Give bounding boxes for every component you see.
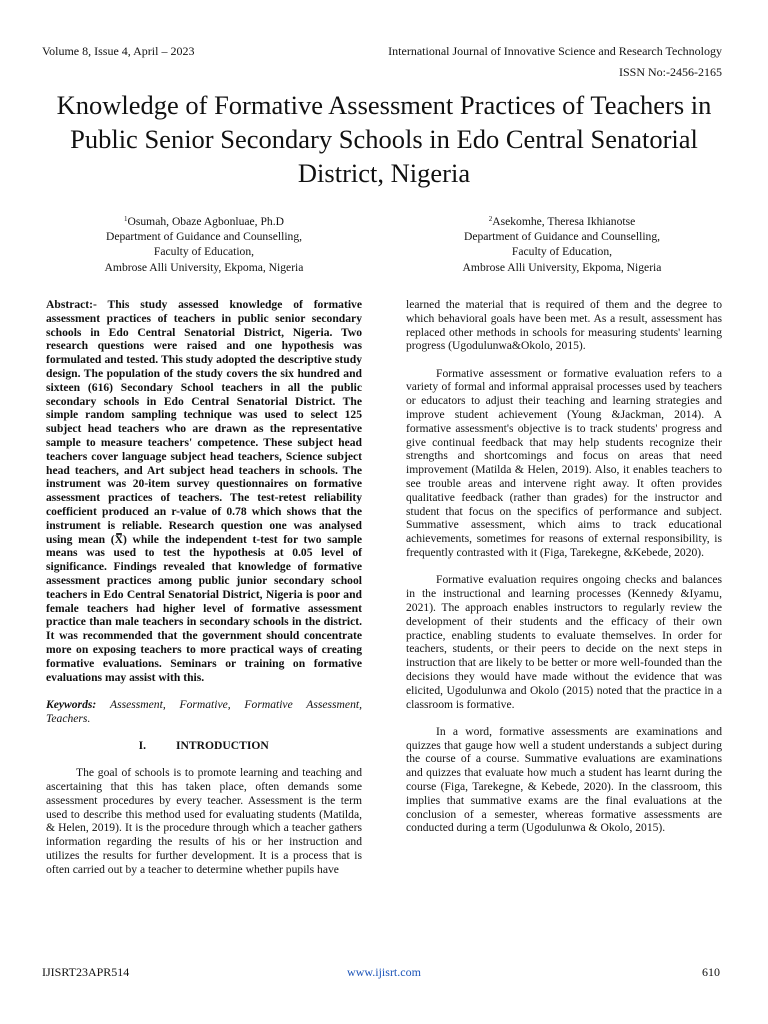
paper-code: IJISRT23APR514	[42, 965, 130, 979]
journal-volume: Volume 8, Issue 4, April – 2023	[42, 44, 195, 58]
author-superscript: 2	[488, 215, 493, 223]
abstract-text: This study assessed knowledge of formative assessment practices of teachers in public senior secondary schools in Edo Central Senatorial District, Nigeria. Two research questions were raised and one hypothesis was formulated and tested. This study adopted the descriptive study design. The population of the study covers the six hundred and sixteen (616) Secondary School teachers in all the public secondary schools in Edo Central Senatorial District. The simple random sampling technique was used to select 125 subject head teachers who are drawn as the representative sample to measure teachers' competence. These subject head teachers cover language subject head teachers, Science subject head teachers, and Art subject head teachers in schools. The instrument was 20-item survey questionnaires on formative assessment practices of teachers. The test-retest reliability coefficient produced an r-value of 0.78 which shows that the instrument is reliable. Research question one was analysed using mean (X̿) while the independent t-test for two sample means was used to test the hypothesis at 0.05 level of significance. Findings revealed that knowledge of formative assessment practices among public junior secondary school teachers in Edo Central Senatorial District, Nigeria is poor and female teachers had higher level of formative assessment practice than male teachers in secondary schools in the district. It was recommended that the government should concentrate more on exposing teachers to more practical ways of creating formative evaluations. Seminars or training on formative evaluations may assist with this.	[46, 298, 362, 684]
body-paragraph: learned the material that is required of them and the degree to which behavioral goals have been met. As a result, assessment has replaced other methods in schools for measuring students' learning progress (Ugodulunwa&Okolo, 2015).	[406, 298, 722, 353]
author-block-1	[54, 214, 354, 275]
author-university: Ambrose Alli University, Ekpoma, Nigeria	[104, 260, 304, 274]
author-name: $^2$Asekomhe, Theresa Ikhianotse	[488, 215, 636, 228]
page-number: 610	[702, 965, 720, 979]
author-faculty: Faculty of Education,	[511, 245, 613, 259]
body-paragraph: Formative assessment or formative evaluation refers to a variety of formal and informal appraisal processes used by teachers or educators to adjust their teaching and learning strategies and improve student achievement (Young &Jackman, 2014). A formative assessment's objective is to track students' progress and give continual feedback that may help students recognize their strengths and shortcomings and focus on areas that need improvement (Matilda & Helen, 2019). Also, it enables teachers to see trouble areas and intervene right away. It often provides qualitative feedback (rather than grades) for the instructor and student that focus on the specifics of performance and subject. Summative assessment, which aims to track educational achievements, sometimes for reasons of external responsibility, is frequently contrasted with it (Figa, Tarekegne, &Kebede, 2020).	[406, 366, 722, 560]
section-number: I.	[138, 738, 146, 752]
author-block-2	[412, 214, 712, 275]
keywords-text: Assessment, Formative, Formative Assessment, Teachers.	[46, 697, 362, 725]
section-heading	[46, 739, 362, 753]
section-title: INTRODUCTION	[176, 738, 269, 752]
abstract	[46, 298, 362, 684]
left-column	[46, 298, 362, 877]
keywords	[46, 698, 362, 726]
keywords-label: Keywords:	[46, 697, 97, 711]
author-department: Department of Guidance and Counselling,	[105, 230, 303, 244]
journal-url-link[interactable]: www.ijisrt.com	[347, 965, 421, 979]
right-column	[406, 298, 722, 835]
body-paragraph: In a word, formative assessments are examinations and quizzes that gauge how well a student understands a subject during the course of a course. Summative evaluations are examinations and quizzes that evaluate how much a student has learnt during the course (Figa, Tarekegne, & Kebede, 2020). In the classroom, this implies that summative exams are the final evaluations at the conclusion of a semester, whereas formative assessments are conducted during a term (Ugodulunwa & Okolo, 2015).	[406, 724, 722, 835]
author-department: Department of Guidance and Counselling,	[463, 230, 661, 244]
abstract-label: Abstract:-	[46, 298, 97, 311]
author-name: $^1$Osumah, Obaze Agbonluae, Ph.D	[124, 215, 284, 228]
paper-title: Knowledge of Formative Assessment Practices of Teachers in Public Senior Secondary Schools in Edo Central Senatorial District, Nigeria	[56, 90, 712, 188]
body-paragraph: Formative evaluation requires ongoing checks and balances in the instructional and learning processes (Kennedy &Iyamu, 2021). The approach enables instructors to regularly review the development of their students and the efficacy of their own practice, enabling students to evaluate themselves. In order for teachers, students, or their peers to decide on the next steps in instruction that are likely to be better or more well-founded than the decisions they would have made without the evidence that was elicited, Ugodulunwa and Okolo (2015) noted that the practice in a classroom is formative.	[406, 573, 722, 711]
intro-paragraph: The goal of schools is to promote learning and teaching and ascertaining that this has taken place, often demands some assessment procedures by every teacher. Assessment is the term used to describe this method used for evaluating students (Matilda, & Helen, 2019). It is the procedure through which a teacher gathers information regarding the results of his or her instruction and utilizes the results for further development. It is a process that is often carried out by a teacher to determine whether pupils have	[46, 766, 362, 876]
author-university: Ambrose Alli University, Ekpoma, Nigeria	[462, 260, 662, 274]
author-faculty: Faculty of Education,	[153, 245, 255, 259]
journal-issn: ISSN No:-2456-2165	[618, 65, 722, 79]
author-superscript: 1	[124, 215, 128, 223]
journal-name: International Journal of Innovative Science and Research Technology	[388, 44, 722, 58]
